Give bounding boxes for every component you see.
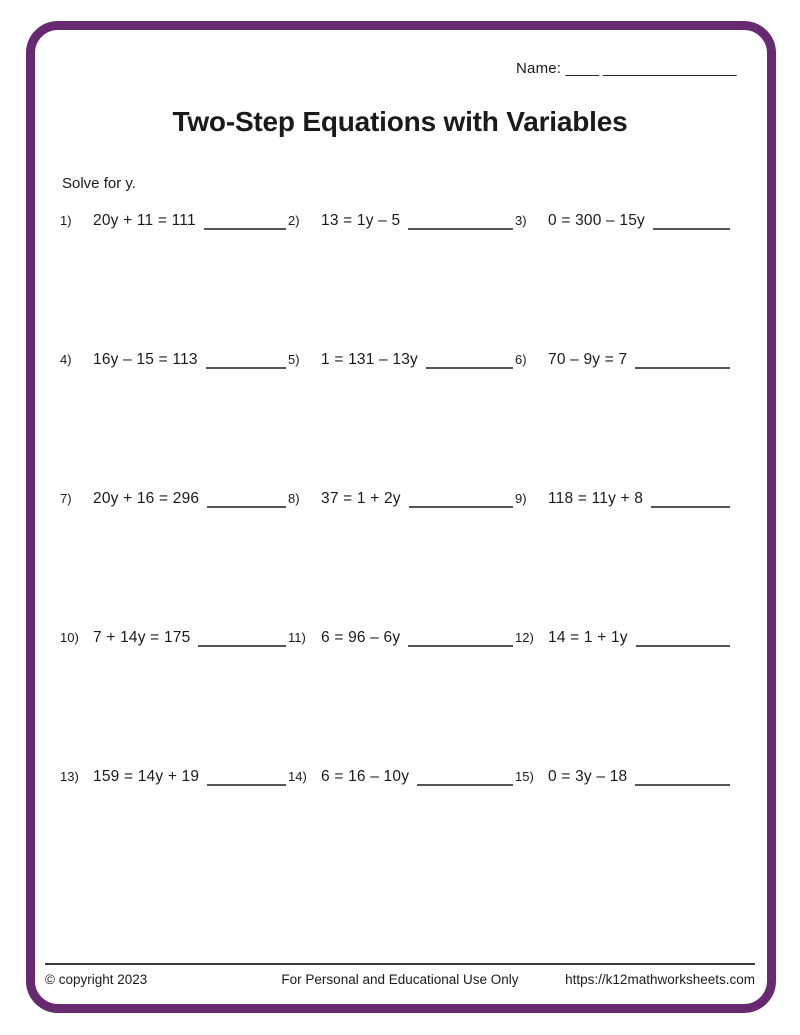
problem-equation: 159 = 14y + 19 <box>93 768 200 785</box>
problem-number: 7) <box>60 491 72 506</box>
problem-item-3 <box>515 205 732 231</box>
footer <box>45 972 755 987</box>
answer-blank[interactable] <box>408 643 513 647</box>
problem-item-5 <box>288 344 515 370</box>
problem-item-8 <box>288 483 515 509</box>
problem-number: 13) <box>60 769 79 784</box>
problem-equation: 1 = 131 – 13y <box>321 351 418 368</box>
problem-number: 14) <box>288 769 307 784</box>
problem-equation: 20y + 11 = 111 <box>93 212 196 229</box>
problem-item-2 <box>288 205 515 231</box>
problem-item-4 <box>60 344 288 370</box>
answer-blank[interactable] <box>426 365 513 369</box>
problem-item-12 <box>515 622 732 648</box>
answer-blank[interactable] <box>207 782 286 786</box>
problem-number: 2) <box>288 213 300 228</box>
answer-blank[interactable] <box>635 365 730 369</box>
answer-blank[interactable] <box>651 504 730 508</box>
footer-copyright: © copyright 2023 <box>45 972 148 987</box>
problem-number: 10) <box>60 630 79 645</box>
problem-item-9 <box>515 483 732 509</box>
instructions-text: Solve for y. <box>62 175 136 192</box>
problem-equation: 6 = 96 – 6y <box>321 629 401 646</box>
name-label: Name: <box>516 60 562 77</box>
page-title: Two-Step Equations with Variables <box>172 106 628 137</box>
answer-blank[interactable] <box>653 226 730 230</box>
problem-equation: 7 + 14y = 175 <box>93 629 191 646</box>
problem-equation: 20y + 16 = 296 <box>93 490 200 507</box>
name-blank-line[interactable]: ____ ________________ <box>565 60 737 77</box>
answer-blank[interactable] <box>206 365 286 369</box>
answer-blank[interactable] <box>198 643 286 647</box>
name-row <box>516 60 737 77</box>
problem-item-15 <box>515 761 732 787</box>
problem-item-6 <box>515 344 732 370</box>
problems-grid <box>60 205 732 900</box>
problem-number: 12) <box>515 630 534 645</box>
answer-blank[interactable] <box>408 226 513 230</box>
answer-blank[interactable] <box>635 782 730 786</box>
problem-number: 9) <box>515 491 527 506</box>
problem-equation: 0 = 3y – 18 <box>548 768 628 785</box>
problem-item-7 <box>60 483 288 509</box>
problem-item-13 <box>60 761 288 787</box>
answer-blank[interactable] <box>204 226 286 230</box>
problem-number: 3) <box>515 213 527 228</box>
problem-number: 8) <box>288 491 300 506</box>
problem-number: 4) <box>60 352 72 367</box>
footer-divider <box>45 963 755 965</box>
problem-equation: 0 = 300 – 15y <box>548 212 645 229</box>
problem-equation: 16y – 15 = 113 <box>93 351 198 368</box>
problem-item-11 <box>288 622 515 648</box>
footer-usage-text: For Personal and Educational Use Only <box>281 972 519 987</box>
problem-item-10 <box>60 622 288 648</box>
problem-number: 1) <box>60 213 72 228</box>
problem-number: 6) <box>515 352 527 367</box>
answer-blank[interactable] <box>409 504 513 508</box>
problem-equation: 37 = 1 + 2y <box>321 490 401 507</box>
answer-blank[interactable] <box>636 643 730 647</box>
answer-blank[interactable] <box>417 782 513 786</box>
problem-equation: 13 = 1y – 5 <box>321 212 401 229</box>
problem-number: 11) <box>288 630 306 645</box>
answer-blank[interactable] <box>207 504 286 508</box>
problem-number: 5) <box>288 352 300 367</box>
problem-equation: 14 = 1 + 1y <box>548 629 628 646</box>
problem-equation: 70 – 9y = 7 <box>548 351 628 368</box>
problem-item-14 <box>288 761 515 787</box>
problem-equation: 118 = 11y + 8 <box>548 490 644 507</box>
problem-number: 15) <box>515 769 534 784</box>
problem-equation: 6 = 16 – 10y <box>321 768 410 785</box>
problem-item-1 <box>60 205 288 231</box>
footer-url: https://k12mathworksheets.com <box>565 972 755 987</box>
